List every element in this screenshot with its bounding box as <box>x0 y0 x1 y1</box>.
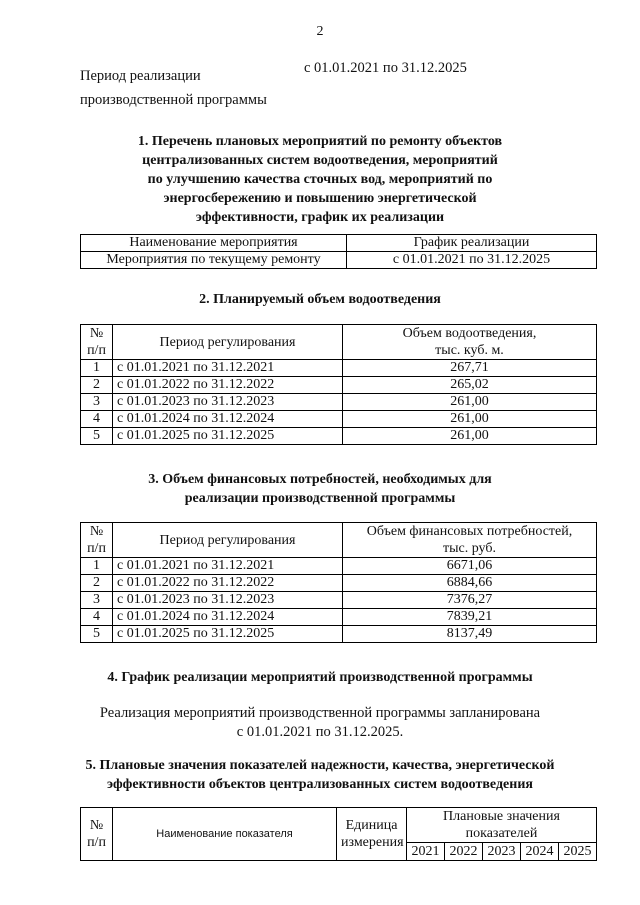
header-planned-values: Плановые значения показателей <box>407 808 597 843</box>
table-row <box>81 252 597 269</box>
table-header-row <box>81 235 597 252</box>
row-period: с 01.01.2023 по 31.12.2023 <box>113 394 343 411</box>
activity-name-cell: Мероприятия по текущему ремонту <box>81 252 347 269</box>
section1-title-line: по улучшению качества сточных вод, мероприятий по <box>147 172 493 187</box>
header-volume-line2: тыс. куб. м. <box>435 343 504 358</box>
table-header-row <box>81 808 597 843</box>
header-volume-line1: Объем водоотведения, <box>402 326 537 341</box>
section3-title-line: реализации производственной программы <box>184 491 456 506</box>
table-row <box>81 394 597 411</box>
header-year: 2021 <box>407 843 445 861</box>
row-period: с 01.01.2025 по 31.12.2025 <box>113 626 343 643</box>
row-amount: 7839,21 <box>343 609 597 626</box>
section4-text <box>60 704 580 742</box>
row-number: 2 <box>81 575 113 592</box>
row-number: 1 <box>81 360 113 377</box>
row-amount: 6671,06 <box>343 558 597 575</box>
section4-title: 4. График реализации мероприятий производственной программы <box>107 670 533 685</box>
row-period: с 01.01.2024 по 31.12.2024 <box>113 411 343 428</box>
header-number-line1: № <box>89 818 104 833</box>
row-number: 3 <box>81 592 113 609</box>
header-number <box>81 808 113 861</box>
header-year: 2024 <box>521 843 559 861</box>
row-number: 3 <box>81 394 113 411</box>
table-row <box>81 558 597 575</box>
table-row <box>81 377 597 394</box>
section3-title <box>60 470 580 508</box>
header-financial-line2: тыс. руб. <box>443 541 496 556</box>
schedule-cell: с 01.01.2021 по 31.12.2025 <box>347 252 597 269</box>
header-number-line2: п/п <box>87 541 106 556</box>
period-label-line2: производственной программы <box>80 92 267 108</box>
row-amount: 7376,27 <box>343 592 597 609</box>
table-row <box>81 626 597 643</box>
activities-table <box>80 234 597 269</box>
section1-title-line: 1. Перечень плановых мероприятий по ремонту объектов <box>137 134 503 149</box>
table-header-row <box>81 523 597 558</box>
header-number-line1: № <box>89 524 104 539</box>
header-indicator-name: Наименование показателя <box>113 808 337 861</box>
row-amount: 6884,66 <box>343 575 597 592</box>
section2-title: 2. Планируемый объем водоотведения <box>199 292 441 307</box>
header-unit <box>337 808 407 861</box>
page-number: 2 <box>316 24 324 39</box>
period-value: с 01.01.2021 по 31.12.2025 <box>304 60 467 76</box>
row-volume: 261,00 <box>343 428 597 445</box>
row-period: с 01.01.2021 по 31.12.2021 <box>113 360 343 377</box>
row-number: 2 <box>81 377 113 394</box>
row-number: 4 <box>81 609 113 626</box>
header-number <box>81 325 113 360</box>
section5-title <box>40 756 600 794</box>
row-period: с 01.01.2025 по 31.12.2025 <box>113 428 343 445</box>
row-period: с 01.01.2024 по 31.12.2024 <box>113 609 343 626</box>
header-number-line2: п/п <box>87 343 106 358</box>
period-label <box>80 64 267 112</box>
header-financial <box>343 523 597 558</box>
header-period: Период регулирования <box>113 523 343 558</box>
table-row <box>81 592 597 609</box>
header-unit-line1: Единица <box>345 818 398 833</box>
section1-title <box>60 132 580 227</box>
row-volume: 267,71 <box>343 360 597 377</box>
period-label-line1: Период реализации <box>80 68 201 84</box>
table-row <box>81 609 597 626</box>
header-year: 2023 <box>483 843 521 861</box>
section4-text-line1: Реализация мероприятий производственной программы запланирована <box>99 705 541 721</box>
row-period: с 01.01.2021 по 31.12.2021 <box>113 558 343 575</box>
table-row <box>81 411 597 428</box>
table-row <box>81 428 597 445</box>
section1-title-line: эффективности, график их реализации <box>195 210 445 225</box>
header-schedule: График реализации <box>347 235 597 252</box>
row-amount: 8137,49 <box>343 626 597 643</box>
wastewater-volume-table <box>80 324 597 445</box>
table-row <box>81 575 597 592</box>
header-number-line2: п/п <box>87 835 106 850</box>
section1-title-line: централизованных систем водоотведения, мероприятий <box>142 153 498 168</box>
section4-text-line2: с 01.01.2021 по 31.12.2025. <box>236 724 404 740</box>
section3-title-line: 3. Объем финансовых потребностей, необходимых для <box>148 472 492 487</box>
row-number: 4 <box>81 411 113 428</box>
section5-title-line: 5. Плановые значения показателей надежности, качества, энергетической <box>85 758 555 773</box>
row-volume: 265,02 <box>343 377 597 394</box>
financial-needs-table <box>80 522 597 643</box>
row-volume: 261,00 <box>343 411 597 428</box>
section5-title-line: эффективности объектов централизованных систем водоотведения <box>107 777 533 792</box>
row-number: 5 <box>81 626 113 643</box>
header-activity-name: Наименование мероприятия <box>81 235 347 252</box>
header-number <box>81 523 113 558</box>
header-year: 2025 <box>559 843 597 861</box>
header-financial-line1: Объем финансовых потребностей, <box>366 524 573 539</box>
table-row <box>81 360 597 377</box>
row-period: с 01.01.2022 по 31.12.2022 <box>113 377 343 394</box>
row-period: с 01.01.2022 по 31.12.2022 <box>113 575 343 592</box>
header-volume <box>343 325 597 360</box>
header-unit-line2: измерения <box>341 835 404 850</box>
header-number-line1: № <box>89 326 104 341</box>
row-number: 5 <box>81 428 113 445</box>
section1-title-line: энергосбережению и повышению энергетической <box>163 191 477 206</box>
table-header-row <box>81 325 597 360</box>
header-year: 2022 <box>445 843 483 861</box>
row-number: 1 <box>81 558 113 575</box>
header-period: Период регулирования <box>113 325 343 360</box>
row-volume: 261,00 <box>343 394 597 411</box>
row-period: с 01.01.2023 по 31.12.2023 <box>113 592 343 609</box>
indicators-table <box>80 807 597 861</box>
